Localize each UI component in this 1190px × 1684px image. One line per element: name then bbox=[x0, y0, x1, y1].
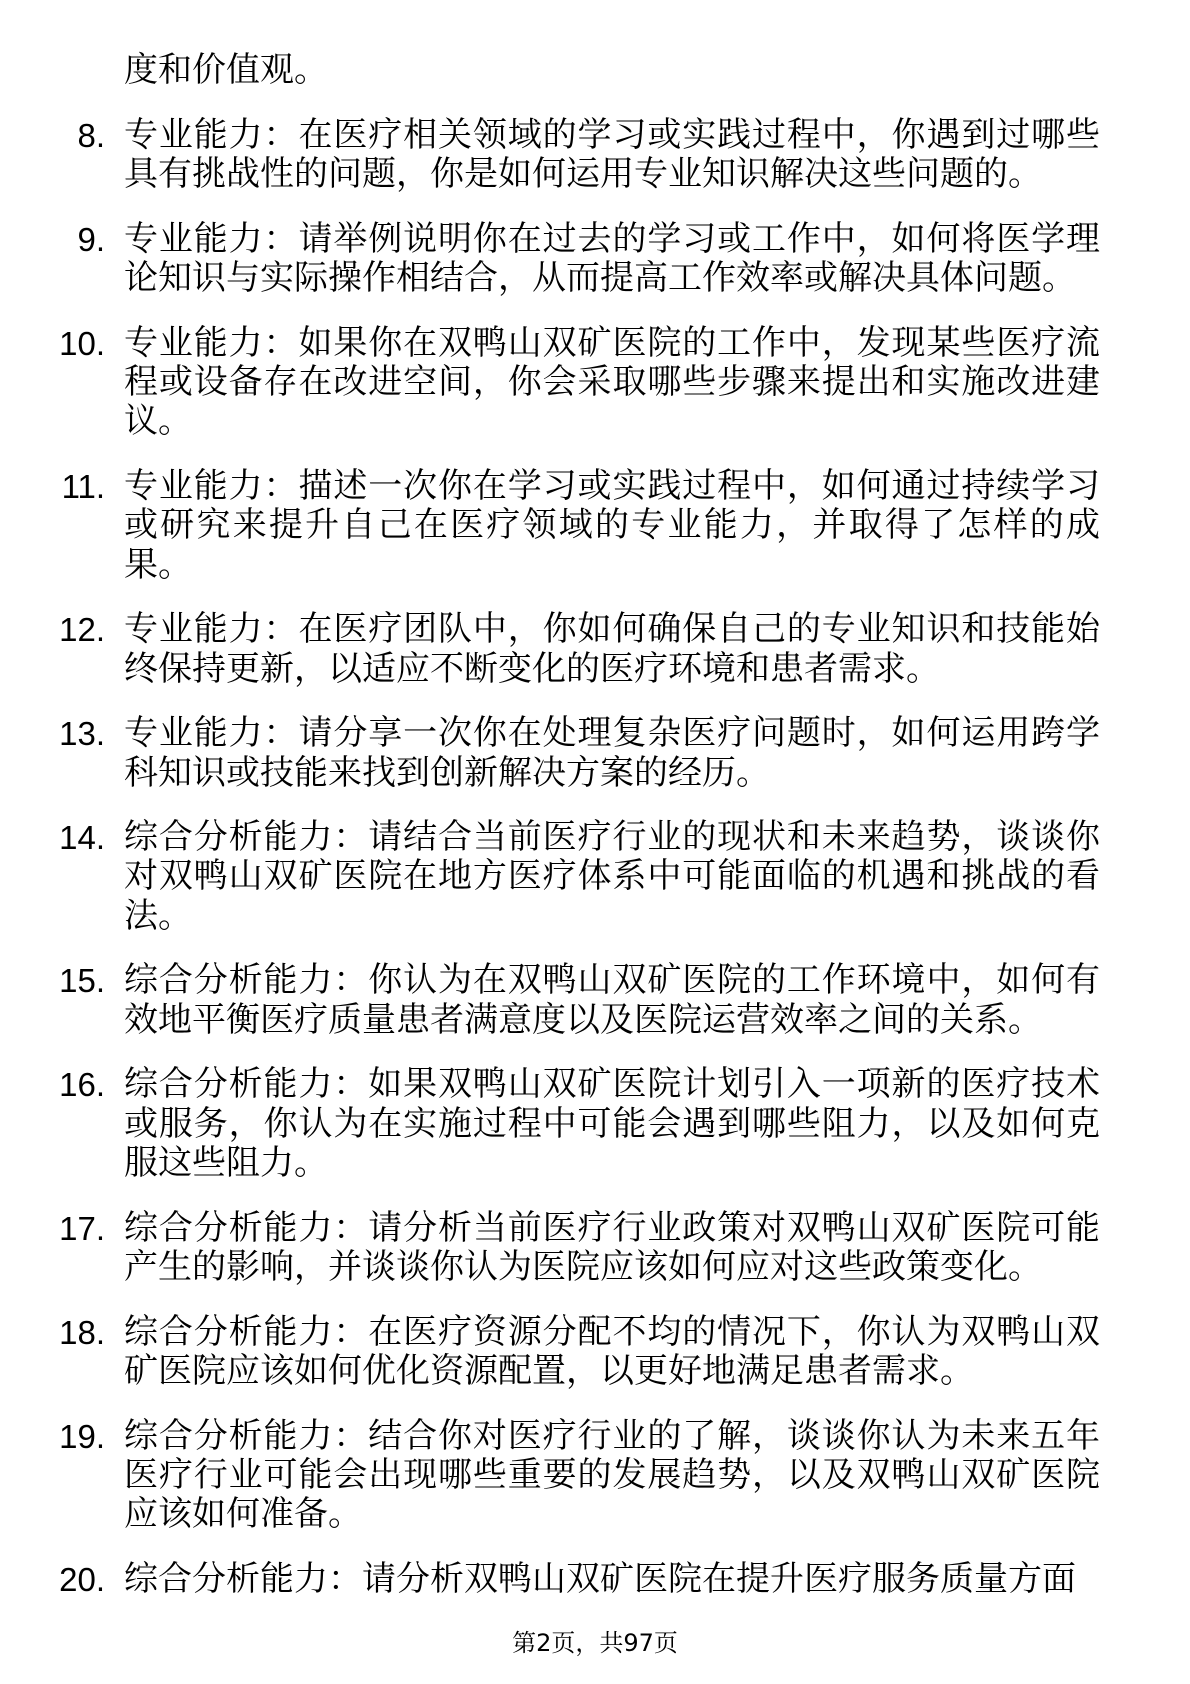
item-text-line: 专业能力：请分享一次你在处理复杂医疗问题时，如何运用跨学 bbox=[124, 714, 1100, 754]
item-text-line: 综合分析能力：结合你对医疗行业的了解，谈谈你认为未来五年 bbox=[124, 1416, 1100, 1456]
list-item bbox=[77, 115, 1100, 195]
item-number: 20. bbox=[59, 1560, 105, 1598]
item-text-line: 专业能力：在医疗团队中，你如何确保自己的专业知识和技能始 bbox=[124, 610, 1100, 650]
item-number: 16. bbox=[59, 1066, 105, 1104]
list-item bbox=[59, 961, 1100, 1040]
item-number: 15. bbox=[59, 962, 105, 1000]
item-text-line: 专业能力：描述一次你在学习或实践过程中，如何通过持续学习 bbox=[124, 466, 1100, 506]
item-text-line: 论知识与实际操作相结合，从而提高工作效率或解决具体问题。 bbox=[124, 258, 1076, 298]
item-text-line: 法。 bbox=[124, 896, 192, 936]
item-text-line: 效地平衡医疗质量患者满意度以及医院运营效率之间的关系。 bbox=[124, 1000, 1042, 1040]
item-text-line: 综合分析能力：请分析当前医疗行业政策对双鸭山双矿医院可能 bbox=[124, 1208, 1100, 1248]
item-text-line: 应该如何准备。 bbox=[124, 1495, 362, 1535]
list-item bbox=[59, 714, 1100, 793]
item-text-line: 服这些阻力。 bbox=[124, 1144, 328, 1184]
item-number: 13. bbox=[59, 715, 105, 753]
item-text-line: 矿医院应该如何优化资源配置，以更好地满足患者需求。 bbox=[124, 1352, 974, 1392]
numbered-items bbox=[59, 115, 1100, 1600]
continued-text-line: 度和价值观。 bbox=[124, 51, 328, 90]
item-text-line: 对双鸭山双矿医院在地方医疗体系中可能面临的机遇和挑战的看 bbox=[124, 857, 1100, 897]
list-item bbox=[59, 323, 1100, 442]
item-text-line: 专业能力：在医疗相关领域的学习或实践过程中，你遇到过哪些 bbox=[124, 115, 1100, 155]
item-text-line: 医疗行业可能会出现哪些重要的发展趋势，以及双鸭山双矿医院 bbox=[124, 1456, 1100, 1495]
item-text-line: 专业能力：如果你在双鸭山双矿医院的工作中，发现某些医疗流 bbox=[124, 323, 1100, 363]
list-item bbox=[59, 610, 1100, 689]
question-list bbox=[59, 51, 1100, 1599]
list-item bbox=[59, 1312, 1100, 1392]
item-text-line: 果。 bbox=[124, 545, 192, 585]
item-text-line: 综合分析能力：你认为在双鸭山双矿医院的工作环境中，如何有 bbox=[124, 961, 1100, 1001]
item-text-line: 综合分析能力：请结合当前医疗行业的现状和未来趋势，谈谈你 bbox=[124, 818, 1100, 858]
item-text-line: 议。 bbox=[124, 402, 192, 442]
item-number: 11. bbox=[61, 467, 105, 505]
list-item bbox=[77, 219, 1100, 299]
item-text-line: 程或设备存在改进空间，你会采取哪些步骤来提出和实施改进建 bbox=[124, 362, 1100, 402]
item-text-line: 具有挑战性的问题，你是如何运用专业知识解决这些问题的。 bbox=[124, 154, 1042, 194]
item-text-line: 终保持更新，以适应不断变化的医疗环境和患者需求。 bbox=[124, 649, 940, 689]
list-item bbox=[59, 1559, 1100, 1599]
item-text-line: 综合分析能力：请分析双鸭山双矿医院在提升医疗服务质量方面 bbox=[124, 1559, 1076, 1599]
list-item bbox=[59, 1208, 1100, 1288]
list-item bbox=[59, 818, 1100, 936]
item-text-line: 综合分析能力：在医疗资源分配不均的情况下，你认为双鸭山双 bbox=[124, 1312, 1100, 1352]
item-number: 8. bbox=[77, 116, 105, 154]
item-number: 14. bbox=[59, 819, 105, 857]
continued-paragraph bbox=[124, 51, 1100, 90]
list-item bbox=[59, 1065, 1100, 1184]
item-number: 9. bbox=[77, 220, 105, 258]
item-number: 18. bbox=[59, 1313, 105, 1351]
item-text-line: 综合分析能力：如果双鸭山双矿医院计划引入一项新的医疗技术 bbox=[124, 1065, 1100, 1105]
item-number: 17. bbox=[59, 1209, 105, 1247]
item-text-line: 专业能力：请举例说明你在过去的学习或工作中，如何将医学理 bbox=[124, 219, 1100, 259]
item-text-line: 产生的影响，并谈谈你认为医院应该如何应对这些政策变化。 bbox=[124, 1248, 1042, 1288]
page-footer: 第2页，共97页 bbox=[512, 1629, 678, 1657]
list-item bbox=[61, 466, 1100, 585]
item-number: 12. bbox=[59, 611, 105, 649]
list-item bbox=[59, 1416, 1100, 1535]
item-text-line: 或研究来提升自己在医疗领域的专业能力，并取得了怎样的成 bbox=[124, 506, 1100, 546]
item-text-line: 科知识或技能来找到创新解决方案的经历。 bbox=[124, 753, 770, 793]
item-number: 19. bbox=[59, 1417, 105, 1455]
item-text-line: 或服务，你认为在实施过程中可能会遇到哪些阻力，以及如何克 bbox=[124, 1104, 1100, 1144]
item-number: 10. bbox=[59, 324, 105, 362]
